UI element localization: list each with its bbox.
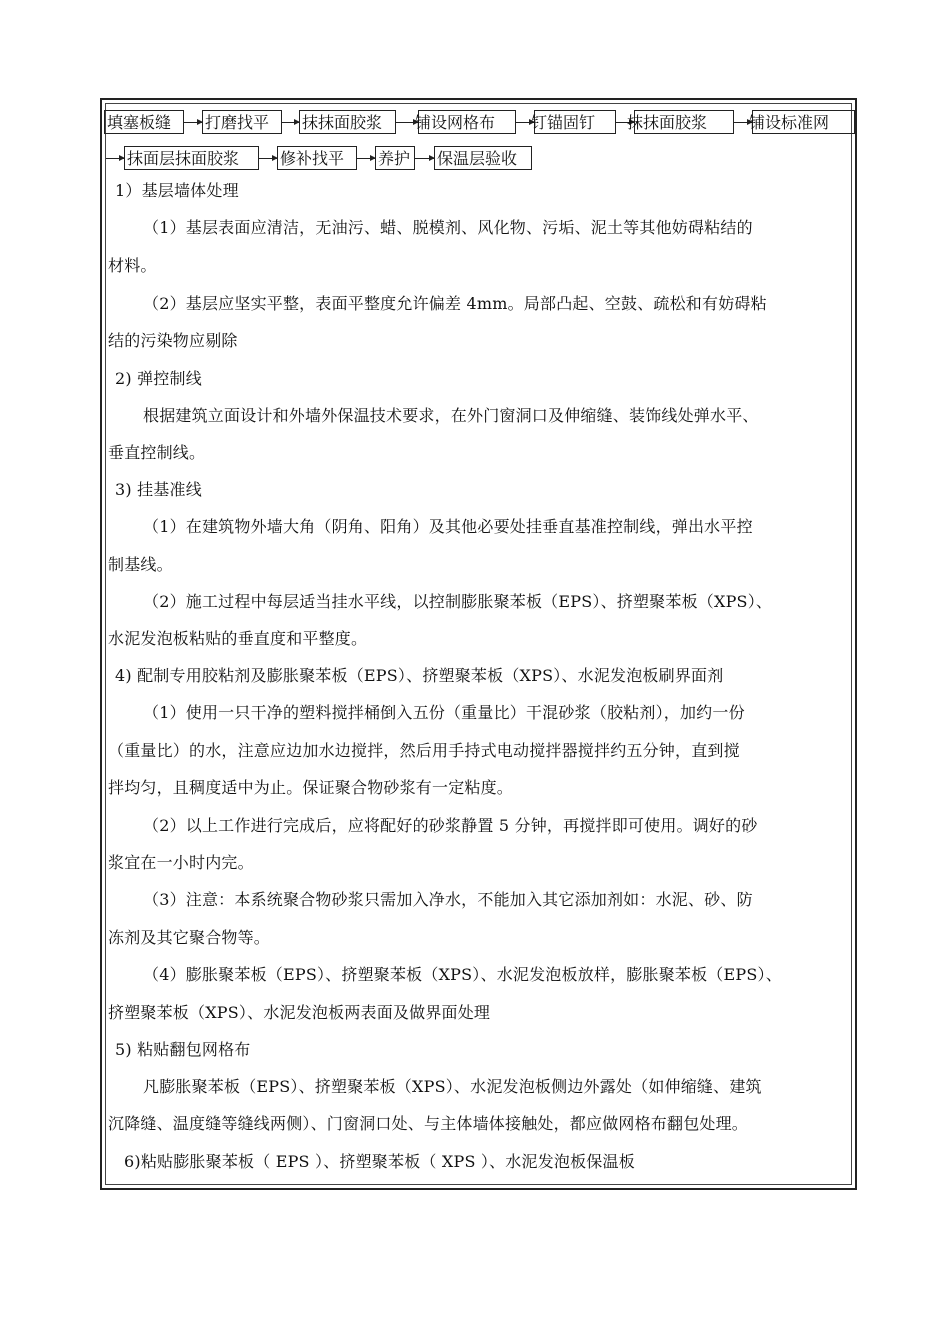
flow-arrow-icon [106, 158, 124, 159]
flow-step-apply-mortar-2: 抹抹面胶浆 [634, 110, 734, 134]
section-1-para-1-line-2: 材料。 [108, 256, 157, 275]
section-5-para-1-line-2: 沉降缝、温度缝等缝线两侧）、门窗洞口处、与主体墙体接触处，都应做网格布翻包处理。 [108, 1114, 749, 1133]
section-4-para-3-line-2: 冻剂及其它聚合物等。 [108, 928, 271, 947]
section-2-para-1-line-1: 根据建筑立面设计和外墙外保温技术要求，在外门窗洞口及伸缩缝、装饰线处弹水平、 [143, 406, 759, 425]
section-3-para-2-line-1: （2）施工过程中每层适当挂水平线，以控制膨胀聚苯板（EPS）、挤塑聚苯板（XPS）、 [143, 592, 773, 611]
section-4-para-1-line-3: 拌均匀，且稠度适中为止。保证聚合物砂浆有一定粘度。 [108, 778, 514, 797]
section-4-para-1-line-1: （1）使用一只干净的塑料搅拌桶倒入五份（重量比）干混砂浆（胶粘剂），加约一份 [143, 703, 745, 722]
process-flow-row-1 [104, 110, 856, 136]
flow-step-lay-standard-mesh: 铺设标准网 [752, 110, 855, 134]
section-1-heading: 1）基层墙体处理 [115, 181, 239, 200]
flow-step-patch-level: 修补找平 [277, 146, 357, 170]
section-4-heading: 4) 配制专用胶粘剂及膨胀聚苯板（EPS）、挤塑聚苯板（XPS）、水泥发泡板刷界面剂 [115, 666, 724, 685]
section-2-para-1-line-2: 垂直控制线。 [108, 443, 206, 462]
section-4-para-4-line-2: 挤塑聚苯板（XPS）、水泥发泡板两表面及做界面处理 [108, 1003, 491, 1022]
section-1-para-1-line-1: （1）基层表面应清洁，无油污、蜡、脱模剂、风化物、污垢、泥土等其他妨碍粘结的 [143, 218, 753, 237]
flow-step-surface-mortar: 抹面层抹面胶浆 [124, 146, 259, 170]
section-3-para-2-line-2: 水泥发泡板粘贴的垂直度和平整度。 [108, 629, 368, 648]
flow-arrow-icon [259, 158, 277, 159]
section-6-heading: 6)粘贴膨胀聚苯板（ EPS ）、挤塑聚苯板（ XPS ）、水泥发泡板保温板 [124, 1152, 635, 1171]
section-4-para-4-line-1: （4）膨胀聚苯板（EPS）、挤塑聚苯板（XPS）、水泥发泡板放样，膨胀聚苯板（EPS）、 [143, 965, 782, 984]
flow-step-acceptance: 保温层验收 [434, 146, 532, 170]
section-4-para-3-line-1: （3）注意：本系统聚合物砂浆只需加入净水，不能加入其它添加剂如：水泥、砂、防 [143, 890, 753, 909]
section-1-para-2-line-2: 结的污染物应剔除 [108, 331, 238, 350]
section-4-para-1-line-2: （重量比）的水，注意应边加水边搅拌，然后用手持式电动搅拌器搅拌约五分钟，直到搅 [108, 741, 740, 760]
section-3-para-1-line-1: （1）在建筑物外墙大角（阴角、阳角）及其他必要处挂垂直基准控制线，弹出水平控 [143, 517, 753, 536]
flow-step-apply-mortar: 抹抹面胶浆 [299, 110, 396, 134]
flow-arrow-icon [357, 158, 375, 159]
section-2-heading: 2) 弹控制线 [115, 369, 202, 388]
flow-arrow-icon [282, 122, 299, 123]
flow-arrow-icon [415, 158, 434, 159]
section-5-para-1-line-1: 凡膨胀聚苯板（EPS）、挤塑聚苯板（XPS）、水泥发泡板侧边外露处（如伸缩缝、建筑 [143, 1077, 762, 1096]
flow-step-grind-level: 打磨找平 [202, 110, 282, 134]
flow-step-fill-joints: 填塞板缝 [104, 110, 184, 134]
section-5-heading: 5) 粘贴翻包网格布 [115, 1040, 251, 1059]
flow-step-curing: 养护 [375, 146, 415, 170]
flow-arrow-icon [184, 122, 202, 123]
section-3-para-1-line-2: 制基线。 [108, 555, 173, 574]
flow-step-nail-anchors: 钉锚固钉 [534, 110, 616, 134]
section-4-para-2-line-2: 浆宜在一小时内完。 [108, 853, 254, 872]
section-1-para-2-line-1: （2）基层应坚实平整，表面平整度允许偏差 4mm。局部凸起、空鼓、疏松和有妨碍粘 [143, 294, 767, 313]
section-4-para-2-line-1: （2）以上工作进行完成后，应将配好的砂浆静置 5 分钟，再搅拌即可使用。调好的砂 [143, 816, 758, 835]
section-3-heading: 3) 挂基准线 [115, 480, 202, 499]
flow-step-lay-mesh: 铺设网格布 [418, 110, 516, 134]
process-flow-row-2 [104, 146, 534, 172]
